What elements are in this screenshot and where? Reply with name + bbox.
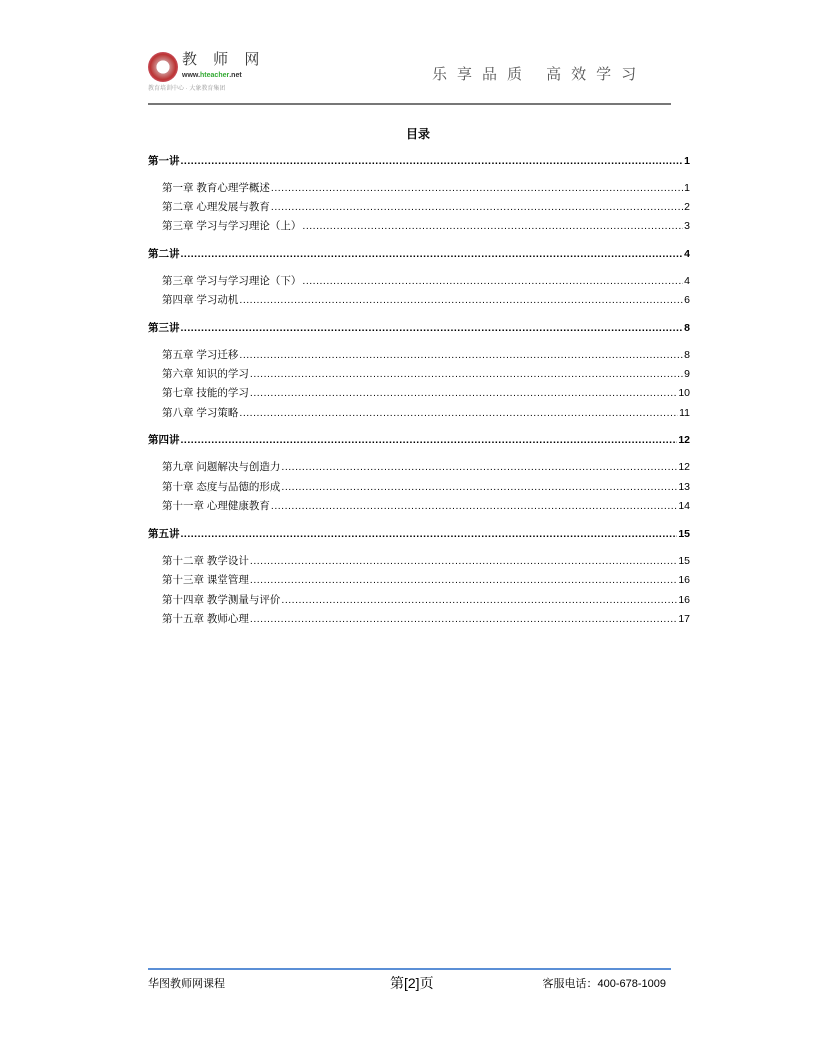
toc-entry-label: 第十一章 心理健康教育 — [162, 500, 270, 512]
toc-entry-chapter[interactable] — [162, 275, 690, 288]
toc-entry-page: 14 — [678, 500, 690, 512]
toc-entry-page: 3 — [684, 220, 690, 232]
footer-divider — [148, 968, 671, 970]
toc-entry-chapter[interactable] — [162, 500, 690, 513]
toc-entry-chapter[interactable] — [162, 368, 690, 381]
toc-leader-dots — [250, 574, 677, 587]
toc-entry-label: 第一讲 — [148, 155, 180, 167]
toc-entry-page: 6 — [684, 294, 690, 306]
toc-leader-dots — [239, 407, 678, 420]
toc-entry-page: 1 — [684, 155, 690, 167]
toc-entry-page: 4 — [684, 275, 690, 287]
toc-entry-chapter[interactable] — [162, 387, 690, 400]
page-number: 第[2]页 — [390, 975, 434, 991]
toc-entry-label: 第四章 学习动机 — [162, 294, 239, 306]
toc-leader-dots — [271, 500, 677, 513]
toc-leader-dots — [250, 555, 677, 568]
toc-entry-page: 8 — [684, 322, 690, 334]
toc-entry-label: 第三讲 — [148, 322, 180, 334]
toc-entry-page: 2 — [684, 201, 690, 213]
footer-phone: 客服电话：400-678-1009 — [542, 978, 666, 990]
toc-entry-label: 第八章 学习策略 — [162, 407, 239, 419]
toc-entry-lecture[interactable] — [148, 155, 690, 168]
toc-entry-page: 10 — [678, 387, 690, 399]
toc-entry-chapter[interactable] — [162, 461, 690, 474]
toc-leader-dots — [181, 322, 684, 335]
toc-entry-chapter[interactable] — [162, 555, 690, 568]
toc-entry-label: 第十二章 教学设计 — [162, 555, 249, 567]
toc-entry-label: 第三章 学习与学习理论（下） — [162, 275, 302, 287]
toc-entry-page: 11 — [679, 407, 690, 419]
header-divider — [148, 103, 671, 105]
toc-entry-lecture[interactable] — [148, 248, 690, 261]
toc-entry-label: 第三章 学习与学习理论（上） — [162, 220, 302, 232]
toc-entry-page: 13 — [678, 481, 690, 493]
toc-entry-chapter[interactable] — [162, 220, 690, 233]
toc-leader-dots — [250, 387, 677, 400]
toc-entry-label: 第二讲 — [148, 248, 180, 260]
toc-leader-dots — [302, 220, 683, 233]
seal-icon — [148, 52, 178, 82]
toc-leader-dots — [281, 594, 677, 607]
toc-entry-chapter[interactable] — [162, 594, 690, 607]
toc-entry-lecture[interactable] — [148, 528, 690, 541]
logo-name: 教 师 网 — [182, 51, 266, 68]
toc-entry-page: 4 — [684, 248, 690, 260]
toc-leader-dots — [239, 294, 683, 307]
toc-entry-chapter[interactable] — [162, 407, 690, 420]
toc-entry-chapter[interactable] — [162, 349, 690, 362]
toc-entry-page: 1 — [684, 182, 690, 194]
toc-leader-dots — [181, 528, 678, 541]
toc-entry-label: 第十五章 教师心理 — [162, 613, 249, 625]
toc-entry-page: 12 — [678, 461, 690, 473]
toc-leader-dots — [281, 481, 677, 494]
toc-entry-label: 第十三章 课堂管理 — [162, 574, 249, 586]
toc-leader-dots — [250, 613, 677, 626]
toc-entry-page: 17 — [678, 613, 690, 625]
toc-leader-dots — [281, 461, 677, 474]
footer-course: 华图教师网课程 — [148, 978, 225, 990]
toc-leader-dots — [271, 201, 683, 214]
toc-entry-page: 15 — [678, 528, 690, 540]
logo-subtitle: 教育培训中心 · 大象教育集团 — [148, 86, 226, 92]
toc-leader-dots — [302, 275, 683, 288]
toc-entry-chapter[interactable] — [162, 613, 690, 626]
toc-entry-lecture[interactable] — [148, 322, 690, 335]
toc-entry-label: 第二章 心理发展与教育 — [162, 201, 270, 213]
toc-entry-label: 第十章 态度与品德的形成 — [162, 481, 281, 493]
toc-title: 目录 — [405, 127, 430, 141]
toc-entry-chapter[interactable] — [162, 481, 690, 494]
logo-url: www.hteacher.net — [182, 72, 242, 79]
toc-leader-dots — [239, 349, 683, 362]
toc-entry-page: 16 — [678, 574, 690, 586]
toc-entry-label: 第十四章 教学测量与评价 — [162, 594, 281, 606]
toc-entry-chapter[interactable] — [162, 182, 690, 195]
toc-entry-chapter[interactable] — [162, 201, 690, 214]
toc-entry-label: 第五讲 — [148, 528, 180, 540]
toc-leader-dots — [181, 248, 684, 261]
toc-entry-label: 第七章 技能的学习 — [162, 387, 249, 399]
toc-entry-chapter[interactable] — [162, 574, 690, 587]
toc-leader-dots — [271, 182, 683, 195]
toc-leader-dots — [181, 155, 684, 168]
slogan: 乐享品质 高效学习 — [432, 66, 647, 83]
toc-leader-dots — [181, 434, 678, 447]
toc-entry-label: 第四讲 — [148, 434, 180, 446]
toc-entry-label: 第六章 知识的学习 — [162, 368, 249, 380]
toc-entry-page: 16 — [678, 594, 690, 606]
toc-entry-lecture[interactable] — [148, 434, 690, 447]
toc-leader-dots — [250, 368, 683, 381]
toc-entry-page: 9 — [684, 368, 690, 380]
toc-entry-page: 8 — [684, 349, 690, 361]
logo — [148, 52, 268, 96]
toc-entry-label: 第一章 教育心理学概述 — [162, 182, 270, 194]
toc-entry-page: 12 — [678, 434, 690, 446]
toc-entry-chapter[interactable] — [162, 294, 690, 307]
toc-entry-label: 第五章 学习迁移 — [162, 349, 239, 361]
toc-entry-label: 第九章 问题解决与创造力 — [162, 461, 281, 473]
toc-entry-page: 15 — [678, 555, 690, 567]
